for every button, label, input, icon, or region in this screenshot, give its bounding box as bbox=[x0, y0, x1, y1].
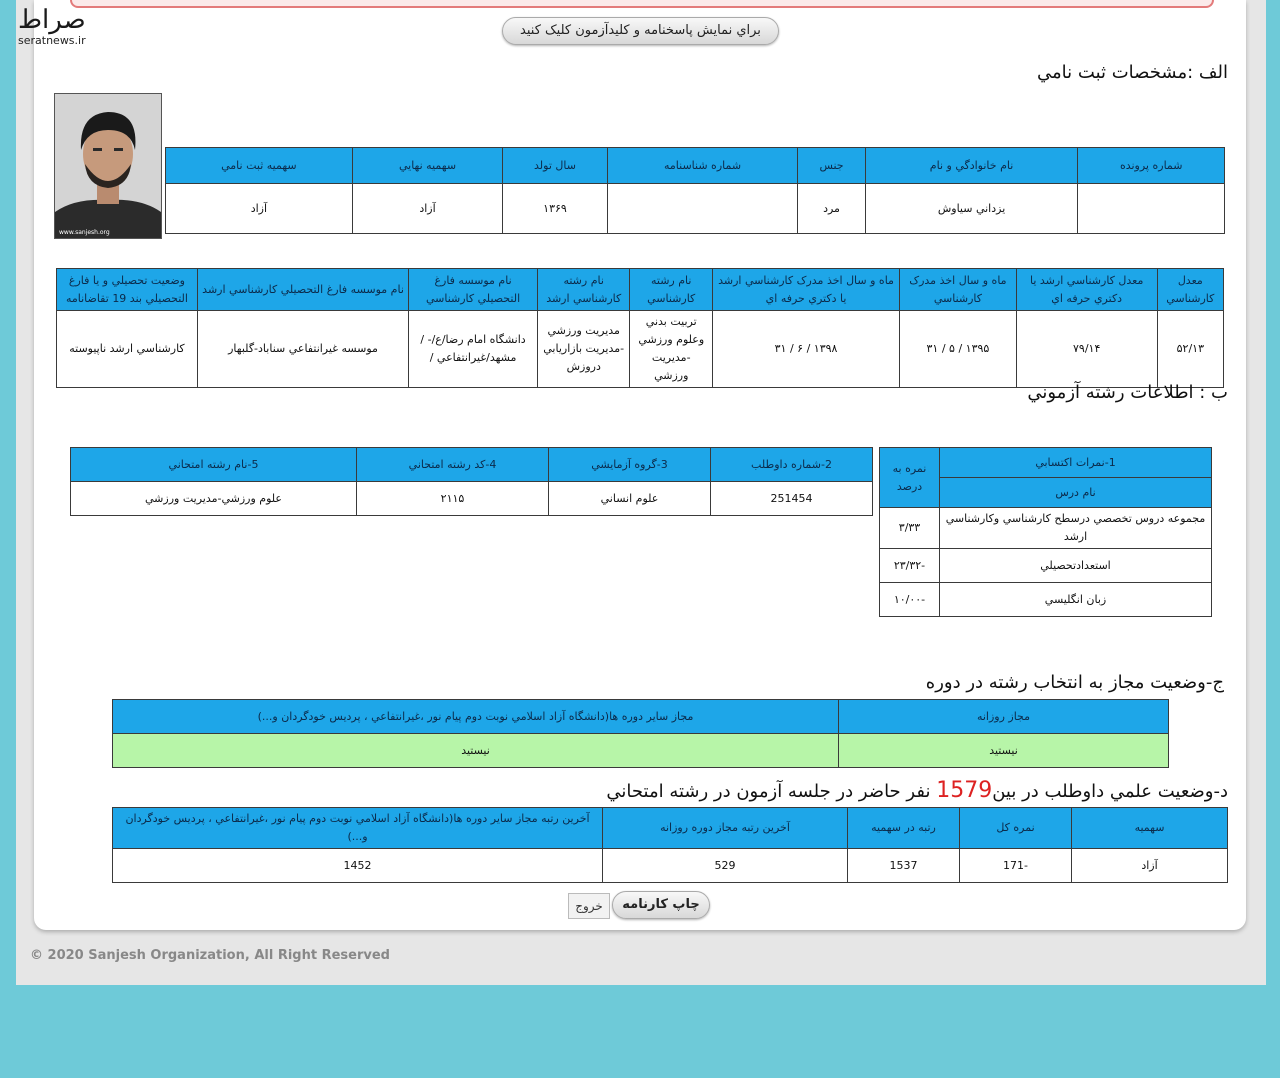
master-institute: موسسه غيرانتفاعي سناباد-گلبهار bbox=[197, 311, 408, 388]
header-final-quota: سهميه نهايي bbox=[352, 148, 503, 184]
last-daytime-rank: 529 bbox=[603, 849, 848, 883]
header-id-number: شماره شناسنامه bbox=[607, 148, 798, 184]
header-last-daytime-rank: آخرين رتبه مجاز دوره روزانه bbox=[603, 808, 848, 849]
education-table bbox=[56, 268, 1224, 388]
header-gender: جنس bbox=[798, 148, 865, 184]
bachelor-institute: دانشگاه امام رضا/ع/- / مشهد/غيرانتفاعي / bbox=[409, 311, 538, 388]
header-other-allowed: مجاز ساير دوره ها(دانشگاه آزاد اسلامي نوبت دوم پيام نور ،غيرانتفاعي ، پرديس خودگردان و...) bbox=[113, 700, 839, 734]
quota-rank: 1537 bbox=[848, 849, 960, 883]
file-number-redacted bbox=[1078, 184, 1225, 234]
header-field-name: 5-نام رشته امتحاني bbox=[71, 448, 357, 482]
bachelor-date: ١٣٩۵ / ۵ / ٣١ bbox=[900, 311, 1017, 388]
header-bachelor-field: نام رشته کارشناسي bbox=[630, 269, 712, 311]
print-report-button[interactable]: چاپ کارنامه bbox=[612, 891, 710, 919]
course-name: مجموعه دروس تخصصي درسطح کارشناسي وکارشناسي ارشد bbox=[940, 508, 1212, 549]
quota: آزاد bbox=[1072, 849, 1228, 883]
header-bachelor-gpa: معدل کارشناسي bbox=[1157, 269, 1223, 311]
header-score-percent: نمره به درصد bbox=[880, 448, 940, 508]
field-code: ٢١١۵ bbox=[357, 482, 549, 516]
field-name: علوم ورزشي-مديريت ورزشي bbox=[71, 482, 357, 516]
copyright-footer: © 2020 Sanjesh Organization, All Right Reserved bbox=[30, 948, 390, 963]
header-bachelor-institute: نام موسسه فارغ التحصيلي کارشناسي bbox=[409, 269, 538, 311]
course-name: استعدادتحصيلي bbox=[940, 549, 1212, 583]
exam-group: علوم انساني bbox=[549, 482, 711, 516]
top-alert-bar bbox=[70, 0, 1214, 8]
show-answers-button[interactable]: براي نمايش پاسخنامه و کليدآزمون کليک کنيد bbox=[502, 17, 779, 45]
master-date: ١٣٩٨ / ۶ / ٣١ bbox=[712, 311, 899, 388]
header-file-number: شماره پرونده bbox=[1078, 148, 1225, 184]
header-bachelor-date: ماه و سال اخذ مدرک کارشناسي bbox=[900, 269, 1017, 311]
section-c-title: ج-وضعيت مجاز به انتخاب رشته در دوره bbox=[925, 672, 1224, 693]
header-total-score: نمره کل bbox=[960, 808, 1072, 849]
section-d-title-pre: د-وضعيت علمي داوطلب در بين bbox=[992, 781, 1228, 802]
header-daytime-allowed: مجاز روزانه bbox=[839, 700, 1169, 734]
section-d-title bbox=[606, 778, 1228, 803]
course-score: ٣/٣٣ bbox=[880, 508, 940, 549]
education-status: کارشناسي ارشد ناپيوسته bbox=[57, 311, 198, 388]
attendee-count: 1579 bbox=[936, 778, 993, 803]
id-number-redacted bbox=[607, 184, 798, 234]
candidate-photo bbox=[54, 93, 162, 239]
header-full-name: نام خانوادگي و نام bbox=[865, 148, 1078, 184]
course-score: -١٠/٠٠ bbox=[880, 583, 940, 617]
master-gpa: ١۴/٧٩ bbox=[1016, 311, 1157, 388]
header-last-other-rank: آخرين رتبه مجاز ساير دوره ها(دانشگاه آزاد اسلامي نوبت دوم پيام نور ،غيرانتفاعي ، پرديس خودگردان و...) bbox=[113, 808, 603, 849]
redaction bbox=[618, 192, 788, 220]
header-course-name: نام درس bbox=[940, 478, 1212, 508]
registered-quota: آزاد bbox=[166, 184, 353, 234]
daytime-allowed-status: نيستيد bbox=[839, 734, 1169, 768]
scores-table bbox=[879, 447, 1212, 617]
bachelor-field: تربيت بدني وعلوم ورزشي -مديريت ورزشي bbox=[630, 311, 712, 388]
section-a-title: الف :مشخصات ثبت نامي bbox=[1037, 62, 1228, 83]
header-registered-quota: سهميه ثبت نامي bbox=[166, 148, 353, 184]
scores-title: 1-نمرات اکتسابي bbox=[940, 448, 1212, 478]
last-other-rank: 1452 bbox=[113, 849, 603, 883]
bachelor-gpa: ١٣/۵٢ bbox=[1157, 311, 1223, 388]
site-logo bbox=[18, 6, 96, 50]
section-b-title: ب : اطلاعات رشته آزموني bbox=[1027, 382, 1228, 403]
section-d-title-post: نفر حاضر در جلسه آزمون در رشته امتحاني bbox=[606, 781, 931, 802]
header-quota-rank: رتبه در سهميه bbox=[848, 808, 960, 849]
master-field: مديريت ورزشي -مديريت بازاريابي دروزش bbox=[537, 311, 630, 388]
allowed-status-table bbox=[112, 699, 1169, 768]
registration-table bbox=[165, 147, 1225, 234]
header-education-status: وضعيت تحصيلي و يا فارغ التحصيلي بند 19 تقاضانامه bbox=[57, 269, 198, 311]
final-quota: آزاد bbox=[352, 184, 503, 234]
header-master-institute: نام موسسه فارغ التحصيلي کارشناسي ارشد bbox=[197, 269, 408, 311]
header-master-field: نام رشته کارشناسي ارشد bbox=[537, 269, 630, 311]
header-quota: سهميه bbox=[1072, 808, 1228, 849]
header-master-gpa: معدل کارشناسي ارشد يا دکتري حرفه اي bbox=[1016, 269, 1157, 311]
header-exam-group: 3-گروه آزمايشي bbox=[549, 448, 711, 482]
header-master-date: ماه و سال اخذ مدرک کارشناسي ارشد يا دکتري حرفه اي bbox=[712, 269, 899, 311]
rank-table bbox=[112, 807, 1228, 883]
logo-text: صراط bbox=[18, 5, 86, 35]
course-name: زبان انگليسي bbox=[940, 583, 1212, 617]
header-birth-year: سال تولد bbox=[503, 148, 607, 184]
course-score: -٢٣/٣٢ bbox=[880, 549, 940, 583]
exit-button[interactable]: خروج bbox=[568, 893, 610, 919]
header-field-code: 4-کد رشته امتحاني bbox=[357, 448, 549, 482]
total-score: -171 bbox=[960, 849, 1072, 883]
redaction bbox=[1091, 192, 1211, 220]
other-allowed-status: نيستيد bbox=[113, 734, 839, 768]
exam-info-table bbox=[70, 447, 873, 516]
gender: مرد bbox=[798, 184, 865, 234]
candidate-number: 251454 bbox=[711, 482, 873, 516]
birth-year: ١٣۶٩ bbox=[503, 184, 607, 234]
header-candidate-number: 2-شماره داوطلب bbox=[711, 448, 873, 482]
photo-caption: www.sanjesh.org bbox=[59, 229, 110, 236]
logo-url: seratnews.ir bbox=[18, 34, 86, 47]
full-name: يزداني سياوش bbox=[865, 184, 1078, 234]
